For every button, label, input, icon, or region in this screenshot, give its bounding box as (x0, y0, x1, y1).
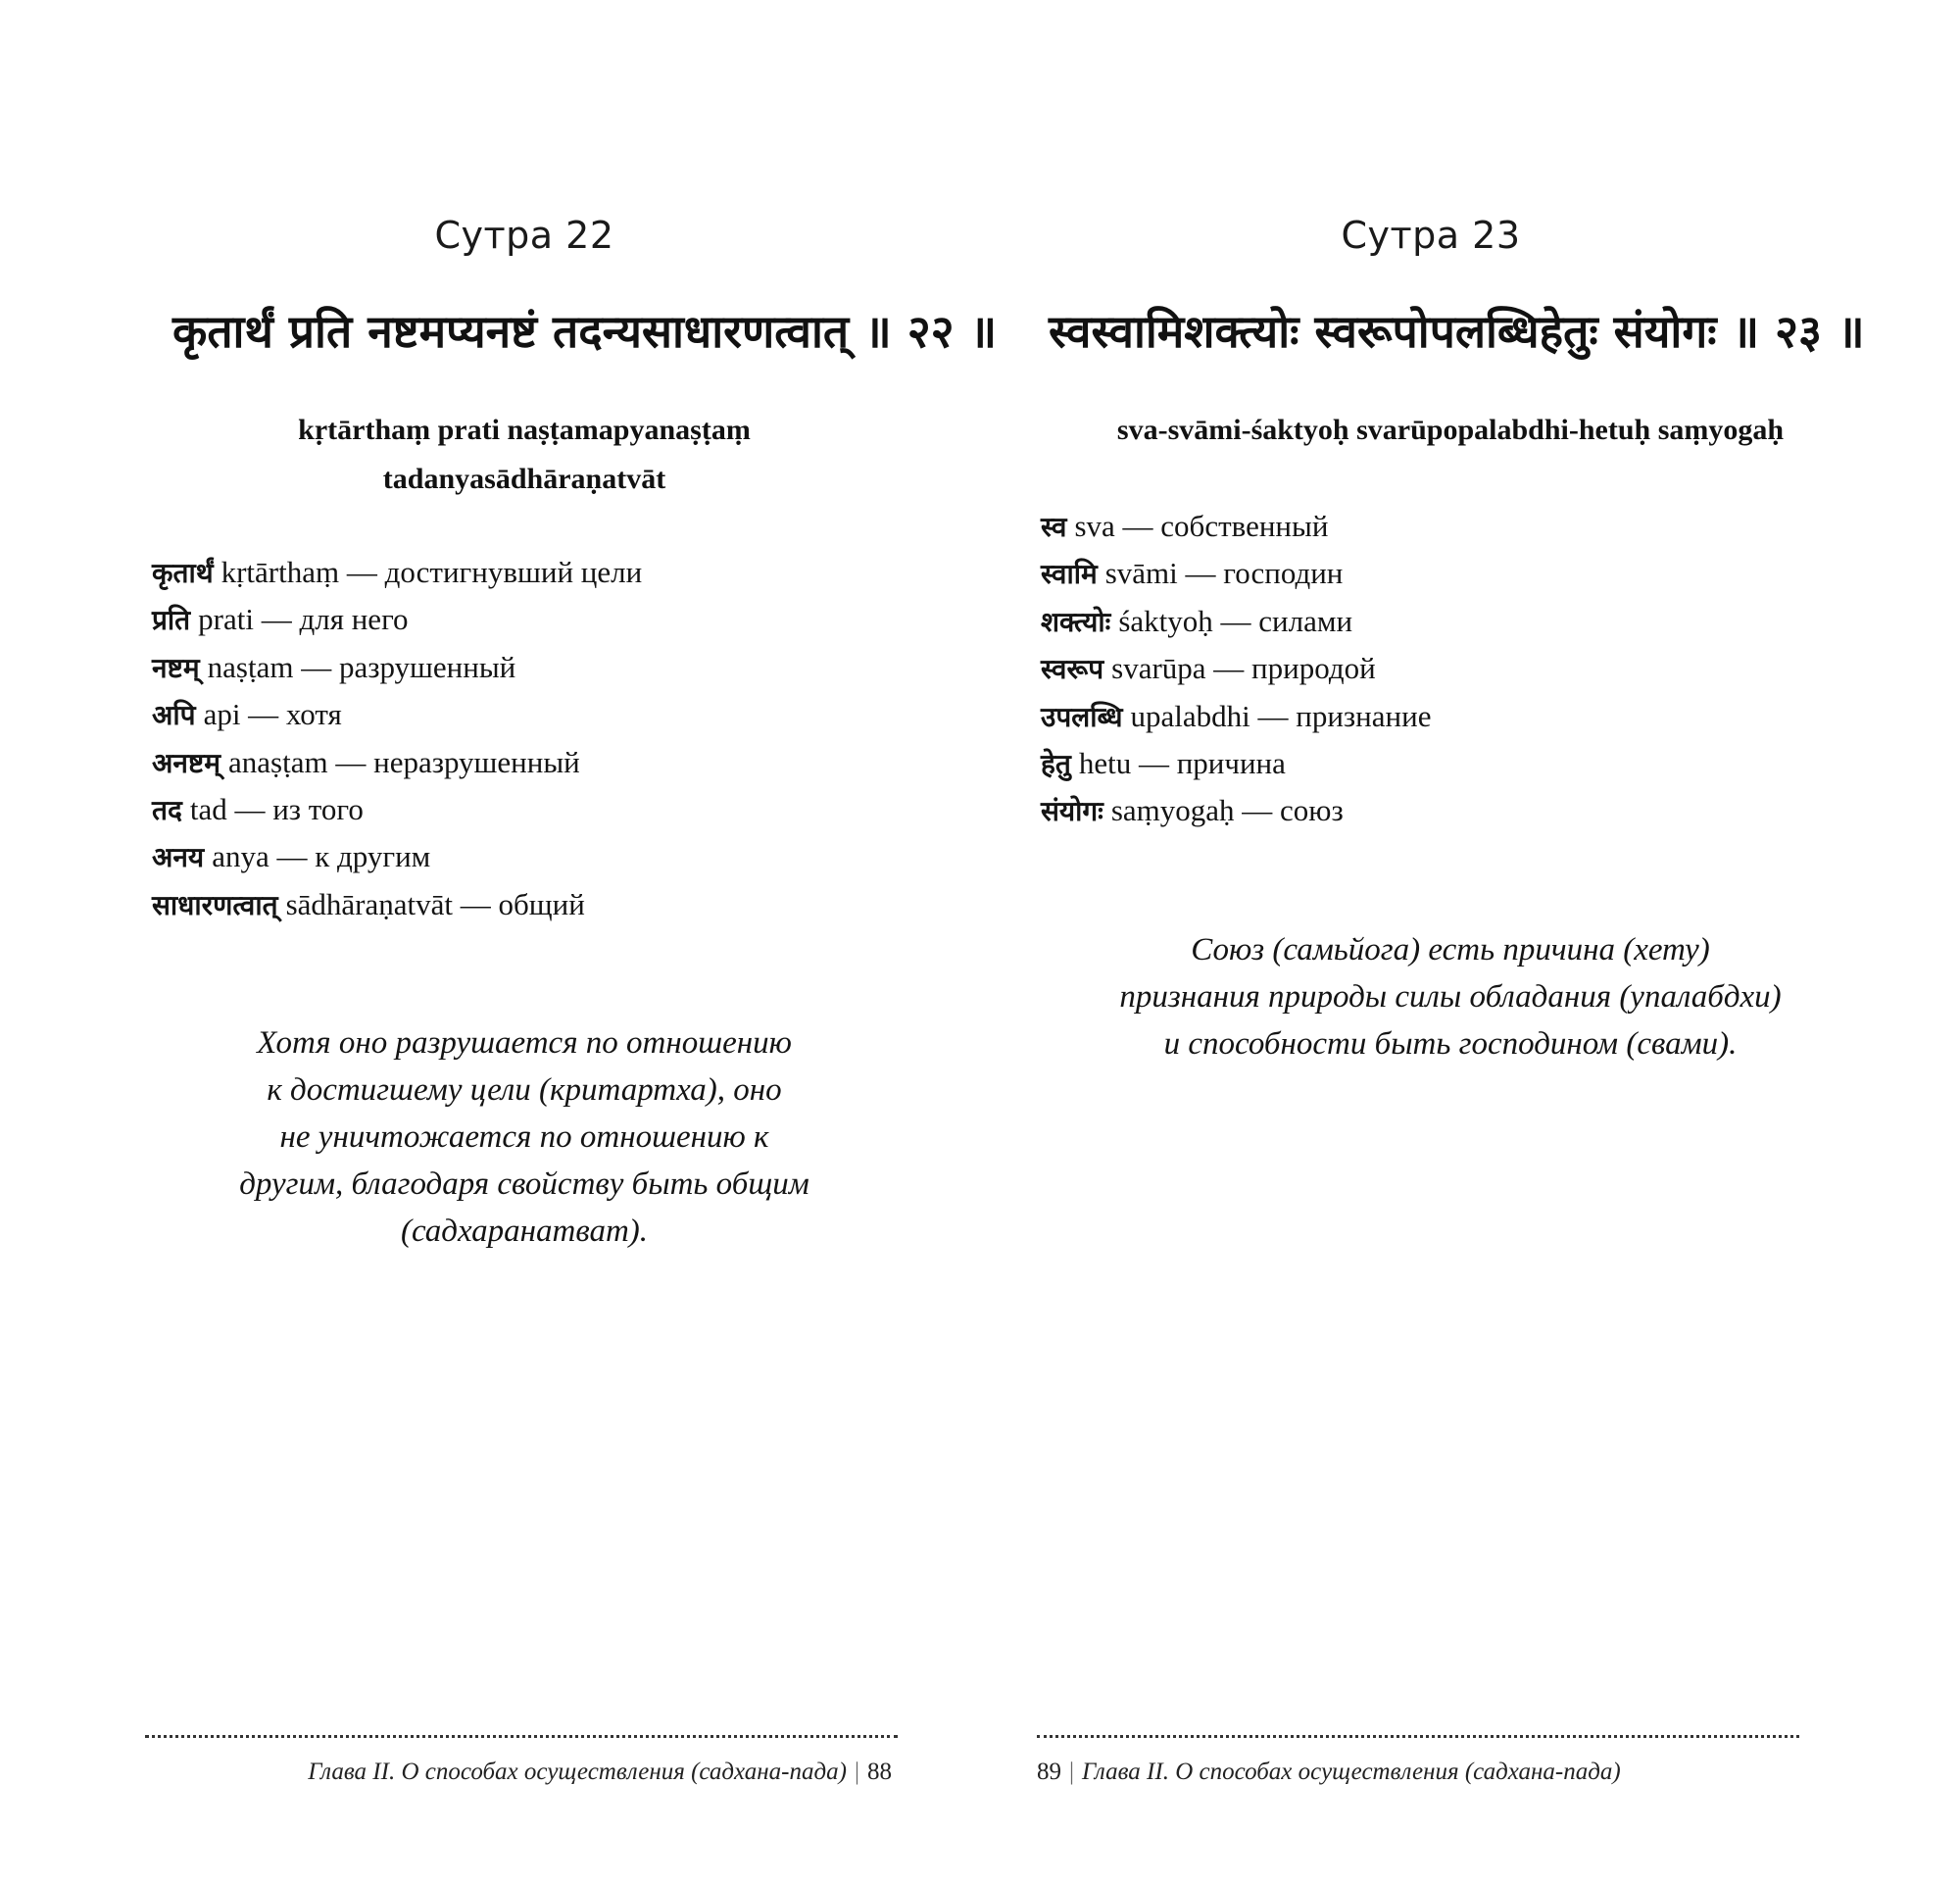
glossary-text: upalabdhi — признание (1130, 698, 1432, 733)
glossary-item (1041, 598, 1431, 645)
translation-line: признания природы силы обладания (упалабдхи) (1119, 979, 1782, 1015)
glossary-text: svarūpa — природой (1111, 651, 1376, 686)
glossary-devanagari: नष्टम् (152, 651, 200, 684)
glossary-text: api — хотя (203, 697, 342, 732)
translation-line: к достигшему цели (критартха), оно (267, 1072, 782, 1108)
glossary-devanagari: स्वरूप (1041, 653, 1104, 686)
page-footer (308, 1759, 892, 1786)
glossary-text: kṛtārthaṃ — достигнувший цели (220, 555, 643, 589)
glossary-text: śaktyoḥ — силами (1118, 603, 1353, 638)
page-footer (1037, 1759, 1621, 1786)
transliteration-line: kṛtārthaṃ prati naṣṭamapyanaṣṭaṃ (298, 414, 751, 446)
glossary-item (152, 881, 642, 928)
glossary-item (152, 786, 642, 833)
glossary-item (1041, 787, 1431, 834)
sutra-devanagari: कृतार्थं प्रति नष्टमप्यनष्टं तदन्यसाधारणत्वात् ॥ २२ ॥ (172, 305, 998, 358)
translation-line: Союз (самьйога) есть причина (хету) (1191, 932, 1710, 967)
glossary-text: naṣṭam — разрушенный (207, 649, 516, 684)
footer-divider (145, 1735, 898, 1738)
glossary-devanagari: तद (152, 793, 182, 826)
sutra-translation (1029, 926, 1872, 1067)
glossary-devanagari: हेतु (1041, 747, 1071, 780)
translation-line: (садхаранатват). (400, 1214, 649, 1249)
glossary-text: hetu — причина (1078, 745, 1286, 780)
translation-line: Хотя оно разрушается по отношению (257, 1025, 792, 1061)
word-glossary (152, 549, 642, 928)
sutra-transliteration (118, 406, 931, 504)
glossary-devanagari: स्वामि (1041, 558, 1098, 591)
glossary-item (1041, 693, 1431, 740)
glossary-devanagari: स्व (1041, 511, 1067, 543)
word-glossary (1041, 503, 1431, 835)
sutra-transliteration (1039, 406, 1862, 455)
page-title: Сутра 22 (434, 214, 614, 257)
glossary-item (1041, 503, 1431, 550)
transliteration-line: sva-svāmi-śaktyoḥ svarūpopalabdhi-hetuḥ saṃyogaḥ (1116, 414, 1785, 446)
glossary-item (152, 644, 642, 691)
sutra-translation (176, 1019, 872, 1255)
footer-separator: | (854, 1759, 859, 1785)
translation-line: и способности быть господином (свами). (1163, 1026, 1738, 1062)
glossary-text: svāmi — господин (1104, 556, 1344, 591)
translation-line: другим, благодаря свойству быть общим (239, 1166, 809, 1202)
glossary-item (152, 549, 642, 596)
glossary-item (1041, 645, 1431, 692)
glossary-devanagari: साधारणत्वात् (152, 888, 278, 921)
glossary-text: anya — к другим (212, 839, 431, 874)
glossary-item (152, 691, 642, 738)
glossary-text: sādhāraṇatvāt — общий (285, 886, 585, 921)
glossary-item (152, 596, 642, 643)
glossary-text: anaṣṭam — неразрушенный (228, 744, 580, 779)
glossary-item (1041, 740, 1431, 787)
transliteration-line: tadanyasādhāraṇatvāt (382, 463, 666, 495)
sutra-devanagari: स्वस्वामिशक्त्योः स्वरूपोपलब्धिहेतुः संयोगः ॥ २३ ॥ (1049, 305, 1865, 358)
glossary-item (1041, 550, 1431, 597)
page-number: 89 (1037, 1759, 1061, 1785)
glossary-devanagari: शक्त्योः (1041, 605, 1111, 638)
right-page (980, 0, 1960, 1884)
footer-divider (1037, 1735, 1799, 1738)
chapter-title: Глава II. О способах осуществления (садхана-пада) (1082, 1759, 1621, 1785)
footer-separator: | (1069, 1759, 1075, 1785)
glossary-devanagari: अनय (152, 841, 205, 874)
chapter-title: Глава II. О способах осуществления (садхана-пада) (308, 1759, 847, 1785)
glossary-item (152, 833, 642, 880)
glossary-text: sva — собственный (1074, 509, 1329, 543)
glossary-text: saṃyogaḥ — союз (1110, 793, 1344, 828)
translation-line: не уничтожается по отношению к (279, 1119, 769, 1155)
glossary-item (152, 739, 642, 786)
page-number: 88 (867, 1759, 892, 1785)
glossary-text: prati — для него (198, 602, 409, 637)
glossary-devanagari: अपि (152, 699, 196, 732)
glossary-devanagari: प्रति (152, 604, 191, 637)
glossary-devanagari: अनष्टम् (152, 746, 221, 779)
glossary-devanagari: कृतार्थं (152, 557, 214, 589)
glossary-devanagari: संयोगः (1041, 795, 1103, 828)
glossary-text: tad — из того (189, 791, 364, 826)
glossary-devanagari: उपलब्धि (1041, 700, 1123, 733)
page-title: Сутра 23 (1341, 214, 1521, 257)
